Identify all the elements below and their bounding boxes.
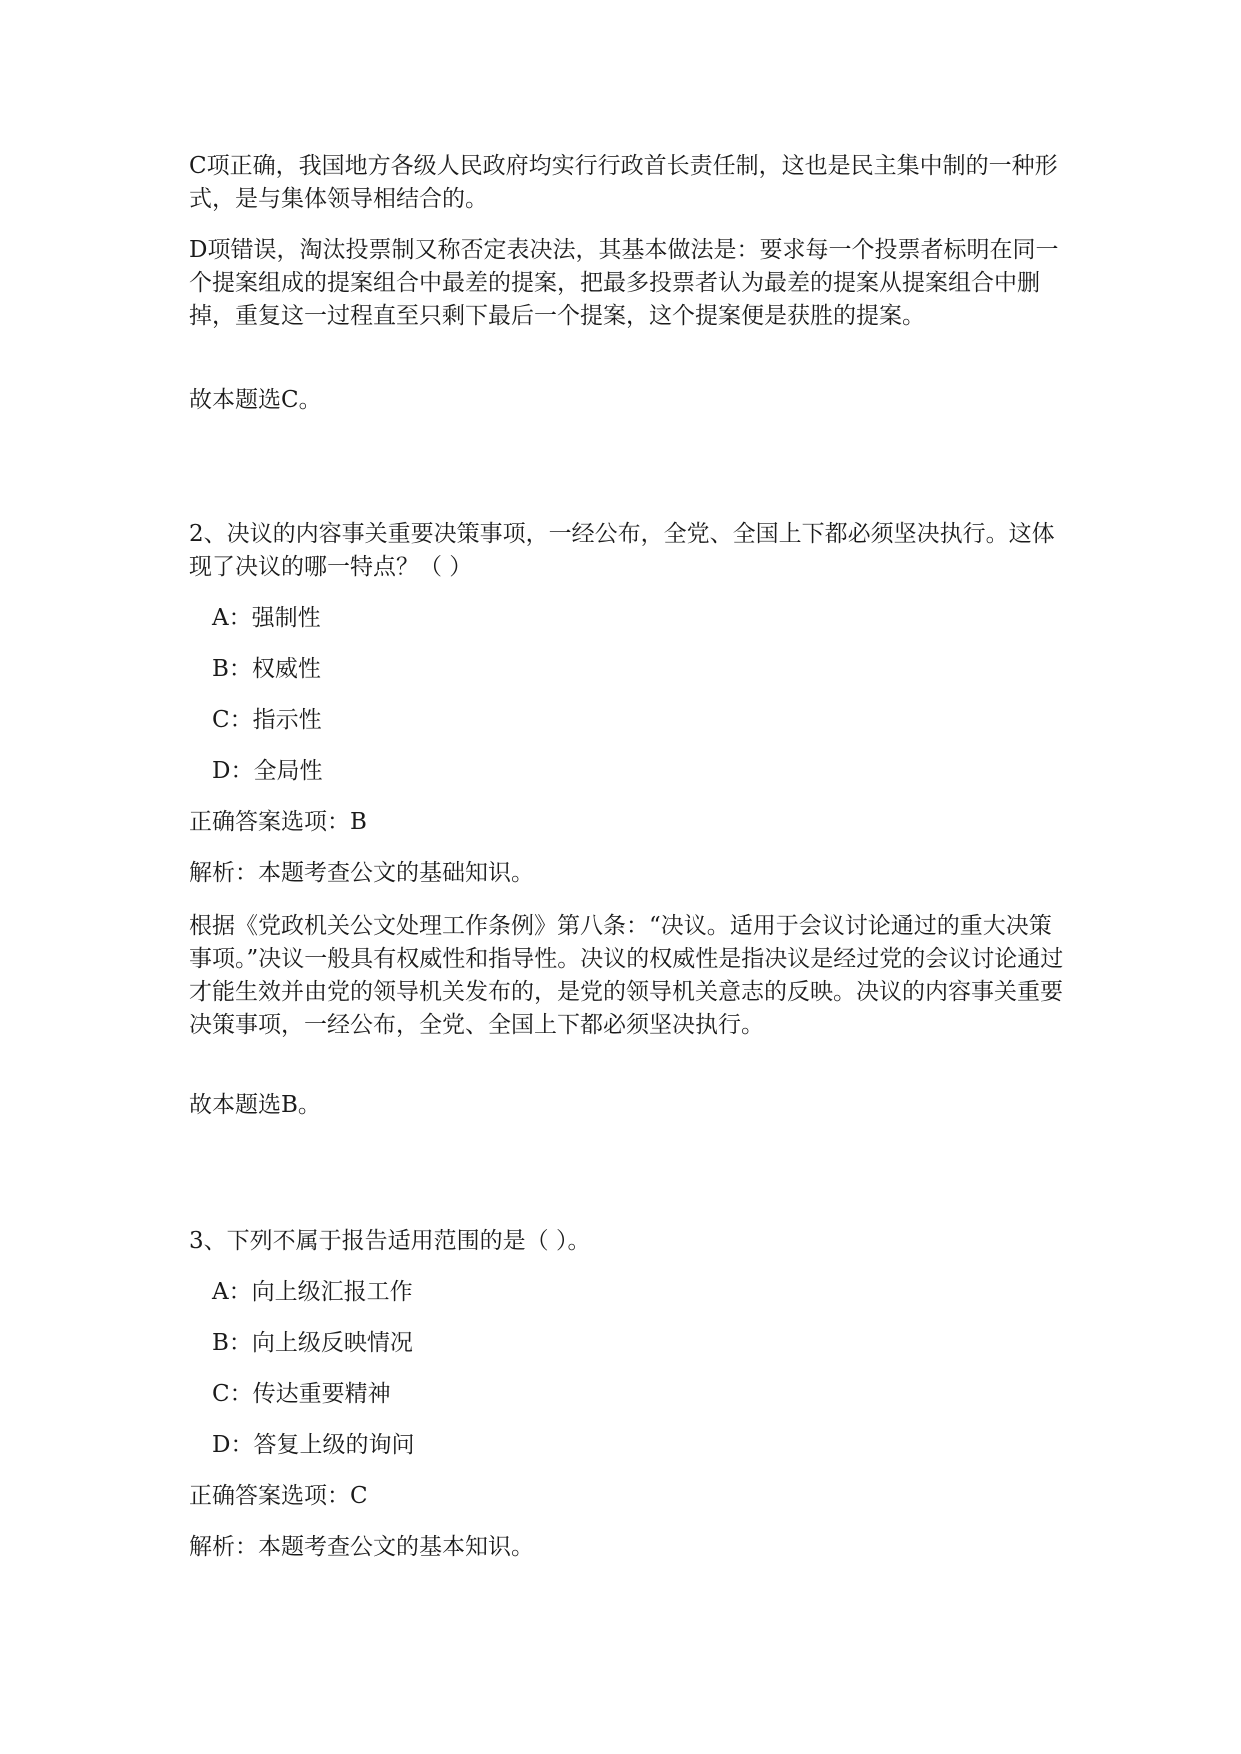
q3-option-a: A：向上级汇报工作 — [212, 1279, 413, 1305]
q2-analysis: 解析：本题考查公文的基础知识。 — [189, 860, 534, 886]
q2-conclusion: 故本题选B。 — [189, 1092, 321, 1118]
q3-answer: 正确答案选项：C — [189, 1483, 368, 1509]
q2-answer: 正确答案选项：B — [189, 809, 367, 835]
q3-option-d: D：答复上级的询问 — [212, 1432, 415, 1458]
q3-analysis: 解析：本题考查公文的基本知识。 — [189, 1534, 534, 1560]
q2-option-c: C：指示性 — [212, 707, 322, 733]
q1-conclusion: 故本题选C。 — [189, 387, 322, 413]
q2-stem: 2、决议的内容事关重要决策事项，一经公布，全党、全国上下都必须坚决执行。这体现了决议的哪一特点？（ ） — [189, 521, 1055, 580]
q3-stem: 3、下列不属于报告适用范围的是（ ）。 — [189, 1228, 591, 1254]
q1-c-explanation: C项正确，我国地方各级人民政府均实行行政首长责任制，这也是民主集中制的一种形式，是与集体领导相结合的。 — [189, 153, 1058, 212]
q3-option-b: B：向上级反映情况 — [212, 1330, 413, 1356]
q3-option-c: C：传达重要精神 — [212, 1381, 391, 1407]
q2-detail: 根据《党政机关公文处理工作条例》第八条：“决议。适用于会议讨论通过的重大决策事项。”决议一般具有权威性和指导性。决议的权威性是指决议是经过党的会议讨论通过才能生效并由党的领导机关发布的，是党的领导机关意志的反映。决议的内容事关重要决策事项，一经公布，全党、全国上下都必须坚决执行。 — [189, 913, 1064, 1038]
q2-option-b: B：权威性 — [212, 656, 321, 682]
q2-option-a: A：强制性 — [212, 605, 321, 631]
q2-option-d: D：全局性 — [212, 758, 323, 784]
q1-d-explanation: D项错误，淘汰投票制又称否定表决法，其基本做法是：要求每一个投票者标明在同一个提案组成的提案组合中最差的提案，把最多投票者认为最差的提案从提案组合中删掉，重复这一过程直至只剩下最后一个提案，这个提案便是获胜的提案。 — [189, 237, 1059, 329]
